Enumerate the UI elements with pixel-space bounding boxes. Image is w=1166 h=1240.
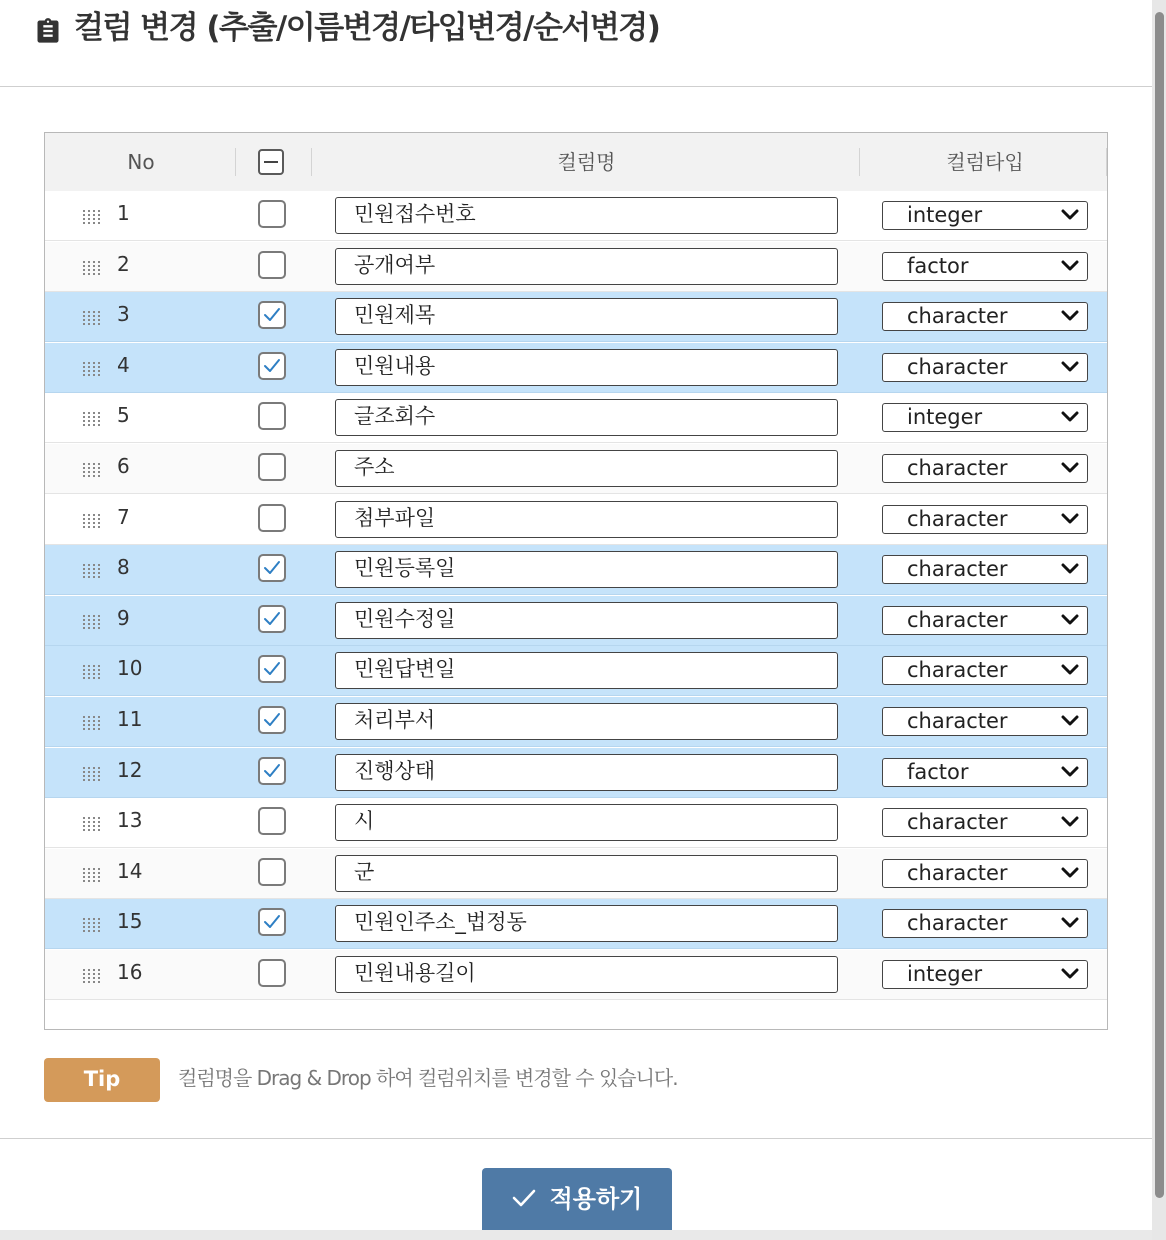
column-name-input[interactable]: 민원내용길이 [335, 956, 838, 993]
footer-divider [0, 1138, 1152, 1139]
chevron-down-icon [1061, 260, 1079, 272]
checkmark-icon [262, 609, 282, 629]
row-number: 12 [117, 757, 143, 782]
column-type-select[interactable] [882, 252, 1088, 281]
tip-text: 컬럼명을 Drag & Drop 하여 컬럼위치를 변경할 수 있습니다. [178, 1066, 678, 1090]
dialog-title: 컬럼 변경 (추출/이름변경/타입변경/순서변경) [74, 10, 660, 46]
table-row[interactable] [45, 899, 1107, 949]
column-type-select[interactable] [882, 201, 1088, 230]
column-type-select[interactable] [882, 859, 1088, 888]
drag-handle-icon[interactable] [83, 261, 103, 275]
chevron-down-icon [1061, 816, 1079, 828]
row-number: 11 [117, 707, 143, 731]
dialog-header [0, 0, 1152, 87]
column-name-input[interactable]: 글조회수 [335, 399, 838, 436]
column-type-value: factor [907, 253, 969, 278]
row-checkbox[interactable] [258, 858, 286, 886]
chevron-down-icon [1061, 766, 1079, 778]
column-name-input[interactable]: 민원답변일 [335, 652, 838, 689]
table-row[interactable] [45, 242, 1107, 292]
row-checkbox[interactable] [258, 908, 286, 936]
row-number: 15 [117, 909, 143, 934]
column-type-select[interactable] [882, 302, 1088, 331]
checkmark-icon [262, 710, 282, 730]
table-row[interactable] [45, 444, 1107, 494]
row-number: 6 [117, 454, 130, 478]
column-name-input[interactable]: 군 [335, 855, 838, 892]
table-row[interactable] [45, 849, 1107, 899]
column-name-input[interactable]: 처리부서 [335, 703, 838, 740]
apply-button[interactable] [482, 1168, 672, 1230]
column-type-select[interactable] [882, 403, 1088, 432]
row-checkbox[interactable] [258, 655, 286, 683]
column-type-value: character [907, 860, 1008, 885]
clipboard-icon [34, 17, 62, 45]
drag-handle-icon[interactable] [83, 564, 103, 578]
row-checkbox[interactable] [258, 301, 286, 329]
column-type-value: character [907, 456, 1008, 480]
chevron-down-icon [1061, 664, 1079, 676]
row-checkbox[interactable] [258, 959, 286, 987]
row-checkbox[interactable] [258, 605, 286, 633]
table-row[interactable] [45, 646, 1107, 696]
column-type-value: integer [907, 405, 983, 430]
column-type-select[interactable] [882, 505, 1088, 534]
drag-handle-icon[interactable] [83, 210, 103, 224]
table-row[interactable] [45, 748, 1107, 798]
row-number: 14 [117, 858, 143, 883]
checkmark-icon [262, 558, 282, 578]
column-name-input[interactable]: 민원내용 [335, 349, 838, 386]
chevron-down-icon [1061, 310, 1079, 322]
column-type-value: character [907, 911, 1008, 936]
column-type-select[interactable] [882, 909, 1088, 938]
column-type-select[interactable] [882, 808, 1088, 837]
header-divider [235, 148, 236, 176]
table-row[interactable] [45, 191, 1107, 241]
column-type-select[interactable] [882, 555, 1088, 584]
checkmark-icon [262, 305, 282, 325]
table-row[interactable] [45, 393, 1107, 443]
drag-handle-icon[interactable] [83, 412, 103, 426]
column-name-input[interactable]: 민원제목 [335, 298, 838, 335]
chevron-down-icon [1061, 968, 1079, 980]
row-checkbox[interactable] [258, 706, 286, 734]
grid-header [45, 133, 1107, 192]
drag-handle-icon[interactable] [83, 615, 103, 629]
table-row[interactable] [45, 798, 1107, 848]
column-name-input[interactable]: 주소 [335, 450, 838, 487]
column-type-select[interactable] [882, 454, 1088, 483]
chevron-down-icon [1061, 614, 1079, 626]
chevron-down-icon [1061, 209, 1079, 221]
drag-handle-icon[interactable] [83, 716, 103, 730]
column-name-input[interactable]: 첨부파일 [335, 501, 838, 538]
table-row[interactable] [45, 343, 1107, 393]
checkmark-icon [262, 761, 282, 781]
row-number: 8 [117, 555, 130, 580]
column-type-value: character [907, 304, 1008, 329]
chevron-down-icon [1061, 563, 1079, 575]
drag-handle-icon[interactable] [83, 969, 103, 983]
drag-handle-icon[interactable] [83, 918, 103, 932]
header-divider [859, 148, 860, 176]
row-number: 3 [117, 302, 130, 327]
table-row[interactable] [45, 495, 1107, 545]
column-type-select[interactable] [882, 606, 1088, 635]
row-number: 16 [117, 960, 143, 984]
table-row[interactable] [45, 697, 1107, 747]
row-checkbox[interactable] [258, 251, 286, 279]
column-type-value: character [907, 658, 1008, 683]
column-type-select[interactable] [882, 960, 1088, 989]
chevron-down-icon [1061, 917, 1079, 929]
row-number: 2 [117, 251, 130, 276]
row-checkbox[interactable] [258, 352, 286, 380]
drag-handle-icon[interactable] [83, 463, 103, 477]
row-checkbox[interactable] [258, 554, 286, 582]
column-header-type: 컬럼타입 [946, 150, 1024, 174]
column-name-input[interactable]: 민원등록일 [335, 551, 838, 588]
check-icon [512, 1188, 536, 1208]
drag-handle-icon[interactable] [83, 817, 103, 831]
drag-handle-icon[interactable] [83, 362, 103, 376]
bottom-edge [0, 1230, 1152, 1240]
scrollbar-thumb[interactable] [1155, 12, 1164, 1198]
row-checkbox[interactable] [258, 504, 286, 532]
chevron-down-icon [1061, 513, 1079, 525]
chevron-down-icon [1061, 867, 1079, 879]
column-header-name: 컬럼명 [557, 150, 616, 174]
column-type-value: factor [907, 759, 969, 784]
column-type-value: integer [907, 962, 983, 986]
column-type-select[interactable] [882, 707, 1088, 736]
vertical-scrollbar[interactable] [1152, 0, 1166, 1240]
column-type-value: character [907, 709, 1008, 733]
table-row[interactable] [45, 292, 1107, 342]
column-name-input[interactable]: 공개여부 [335, 248, 838, 285]
column-name-input[interactable]: 민원접수번호 [335, 197, 838, 234]
row-checkbox[interactable] [258, 402, 286, 430]
checkmark-icon [262, 356, 282, 376]
drag-handle-icon[interactable] [83, 311, 103, 325]
select-all-checkbox[interactable] [258, 149, 284, 175]
row-number: 1 [117, 201, 130, 225]
table-row[interactable] [45, 596, 1107, 646]
column-type-value: integer [907, 203, 983, 227]
column-name-input[interactable]: 민원인주소_법정동 [335, 905, 838, 942]
chevron-down-icon [1061, 462, 1079, 474]
checkmark-icon [262, 912, 282, 932]
tip-badge: Tip [44, 1058, 160, 1102]
column-type-value: character [907, 354, 1008, 379]
column-name-input[interactable]: 진행상태 [335, 754, 838, 791]
row-number: 7 [117, 504, 130, 529]
chevron-down-icon [1061, 361, 1079, 373]
column-header-no: No [127, 150, 155, 174]
drag-handle-icon[interactable] [83, 514, 103, 528]
chevron-down-icon [1061, 715, 1079, 727]
column-type-value: character [907, 607, 1008, 632]
row-number: 9 [117, 605, 130, 630]
table-row[interactable] [45, 545, 1107, 595]
row-checkbox[interactable] [258, 453, 286, 481]
column-name-input[interactable]: 시 [335, 804, 838, 841]
column-name-input[interactable]: 민원수정일 [335, 602, 838, 639]
header-divider [311, 148, 312, 176]
column-type-select[interactable] [882, 656, 1088, 685]
drag-handle-icon[interactable] [83, 767, 103, 781]
apply-button-label: 적용하기 [549, 1185, 643, 1213]
row-checkbox[interactable] [258, 807, 286, 835]
chevron-down-icon [1061, 411, 1079, 423]
drag-handle-icon[interactable] [83, 665, 103, 679]
column-type-value: character [907, 557, 1008, 582]
row-number: 4 [117, 352, 130, 377]
row-checkbox[interactable] [258, 757, 286, 785]
column-type-value: character [907, 810, 1008, 835]
checkmark-icon [262, 659, 282, 679]
table-row[interactable] [45, 950, 1107, 1000]
column-type-select[interactable] [882, 758, 1088, 787]
column-type-value: character [907, 506, 1008, 531]
column-grid [44, 132, 1108, 1030]
column-type-select[interactable] [882, 353, 1088, 382]
row-number: 10 [117, 656, 143, 681]
row-number: 13 [117, 808, 143, 833]
row-checkbox[interactable] [258, 200, 286, 228]
row-number: 5 [117, 403, 130, 428]
header-divider [1106, 148, 1107, 176]
drag-handle-icon[interactable] [83, 868, 103, 882]
